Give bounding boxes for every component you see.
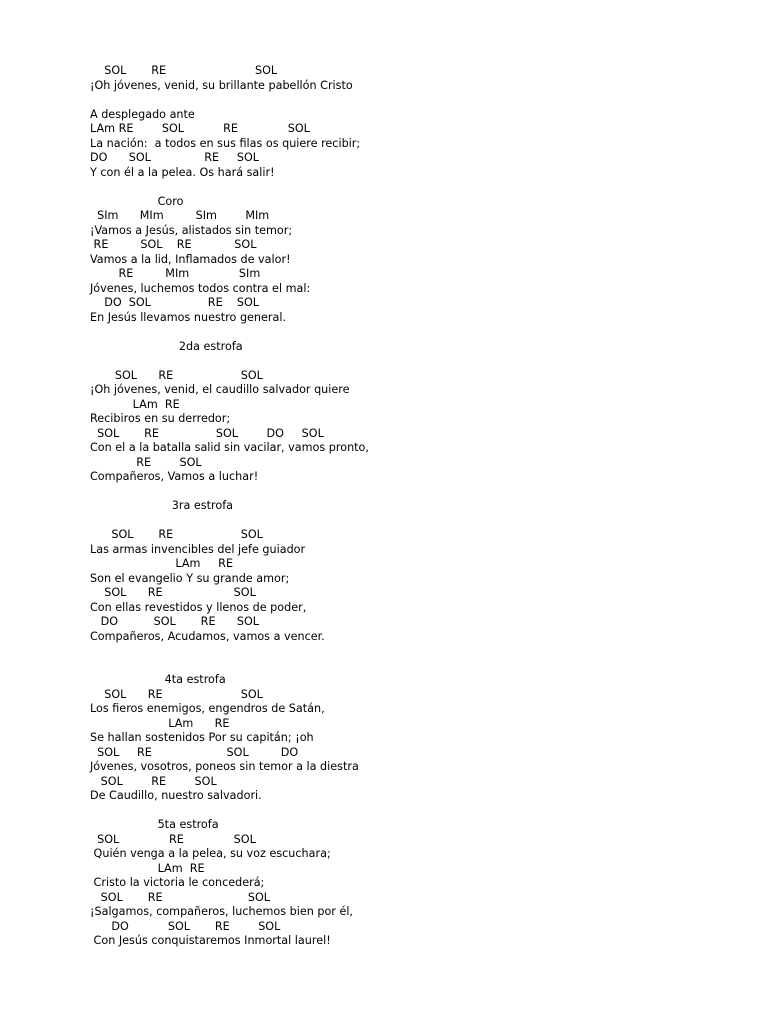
- song-line: Cristo la victoria le concederá;: [90, 876, 265, 889]
- blank-line: [90, 180, 750, 195]
- song-line: 4ta estrofa: [90, 673, 226, 686]
- song-line: ¡Oh jóvenes, venid, el caudillo salvador quiere: [90, 383, 350, 396]
- song-line: SOL RE SOL: [90, 890, 271, 904]
- song-line: SOL RE SOL: [90, 586, 256, 599]
- song-line: Compañeros, Vamos a luchar!: [90, 470, 259, 483]
- song-line: Jóvenes, luchemos todos contra el mal:: [90, 281, 311, 295]
- song-line: RE SOL: [90, 455, 202, 469]
- song-line: Jóvenes, vosotros, poneos sin temor a la diestra: [90, 760, 359, 773]
- song-line: LAm RE: [90, 397, 180, 411]
- song-line: Los fieros enemigos, engendros de Satán,: [90, 702, 325, 715]
- song-line: 3ra estrofa: [90, 499, 234, 512]
- song-line: SOL RE SOL DO: [90, 745, 299, 759]
- song-line: Vamos a la lid, Inflamados de valor!: [90, 252, 291, 266]
- song-line: Son el evangelio Y su grande amor;: [90, 571, 290, 585]
- song-line: 5ta estrofa: [90, 818, 219, 831]
- song-line: La nación: a todos en sus filas os quiere recibir;: [90, 136, 361, 150]
- song-line: SOL RE SOL: [90, 774, 217, 788]
- song-line: DO SOL RE SOL: [90, 151, 260, 164]
- song-line: SOL RE SOL DO SOL: [90, 426, 324, 440]
- blank-line: [90, 485, 750, 500]
- song-line: Y con él a la pelea. Os hará salir!: [90, 165, 275, 179]
- song-line: DO SOL RE SOL: [90, 919, 281, 933]
- blank-line: [90, 659, 750, 674]
- song-line: Con ellas revestidos y llenos de poder,: [90, 600, 307, 614]
- song-line: SOL RE SOL: [90, 832, 256, 846]
- song-line: De Caudillo, nuestro salvadori.: [90, 789, 262, 802]
- song-line: Con Jesús conquistaremos Inmortal laurel!: [90, 934, 331, 947]
- song-line: Las armas invencibles del jefe guiador: [90, 542, 306, 556]
- song-line: En Jesús llevamos nuestro general.: [90, 310, 287, 324]
- blank-line: [90, 354, 750, 369]
- song-line: LAm RE: [90, 861, 205, 875]
- song-line: A desplegado ante: [90, 107, 195, 121]
- song-line: LAm RE: [90, 557, 234, 570]
- song-line: ¡Oh jóvenes, venid, su brillante pabellón Cristo: [90, 78, 353, 92]
- song-line: Compañeros, Acudamos, vamos a vencer.: [90, 629, 325, 643]
- song-line: 2da estrofa: [90, 339, 243, 353]
- song-line: LAm RE: [90, 716, 230, 730]
- song-line: Recibiros en su derredor;: [90, 412, 231, 425]
- song-sheet: [90, 64, 750, 949]
- song-line: ¡Vamos a Jesús, alistados sin temor;: [90, 223, 293, 237]
- blank-line: [90, 644, 750, 659]
- song-line: Coro: [90, 194, 184, 208]
- song-line: ¡Salgamos, compañeros, luchemos bien por él,: [90, 905, 353, 918]
- blank-line: [90, 93, 750, 108]
- song-line: SOL RE SOL: [90, 687, 263, 701]
- song-line: SOL RE SOL: [90, 368, 263, 382]
- song-line: DO SOL RE SOL: [90, 615, 260, 628]
- song-line: SIm MIm SIm MIm: [90, 209, 270, 222]
- blank-line: [90, 514, 750, 529]
- song-line: LAm RE SOL RE SOL: [90, 122, 310, 135]
- blank-line: [90, 804, 750, 819]
- song-line: Se hallan sostenidos Por su capitán; ¡oh: [90, 731, 314, 744]
- song-line: SOL RE SOL: [90, 528, 263, 541]
- song-line: DO SOL RE SOL: [90, 296, 260, 309]
- song-line: RE MIm SIm: [90, 267, 261, 280]
- song-line: Quién venga a la pelea, su voz escuchara;: [90, 847, 331, 860]
- song-line: RE SOL RE SOL: [90, 238, 257, 251]
- song-line: Con el a la batalla salid sin vacilar, vamos pronto,: [90, 441, 369, 454]
- blank-line: [90, 325, 750, 340]
- song-line: SOL RE SOL: [90, 64, 278, 77]
